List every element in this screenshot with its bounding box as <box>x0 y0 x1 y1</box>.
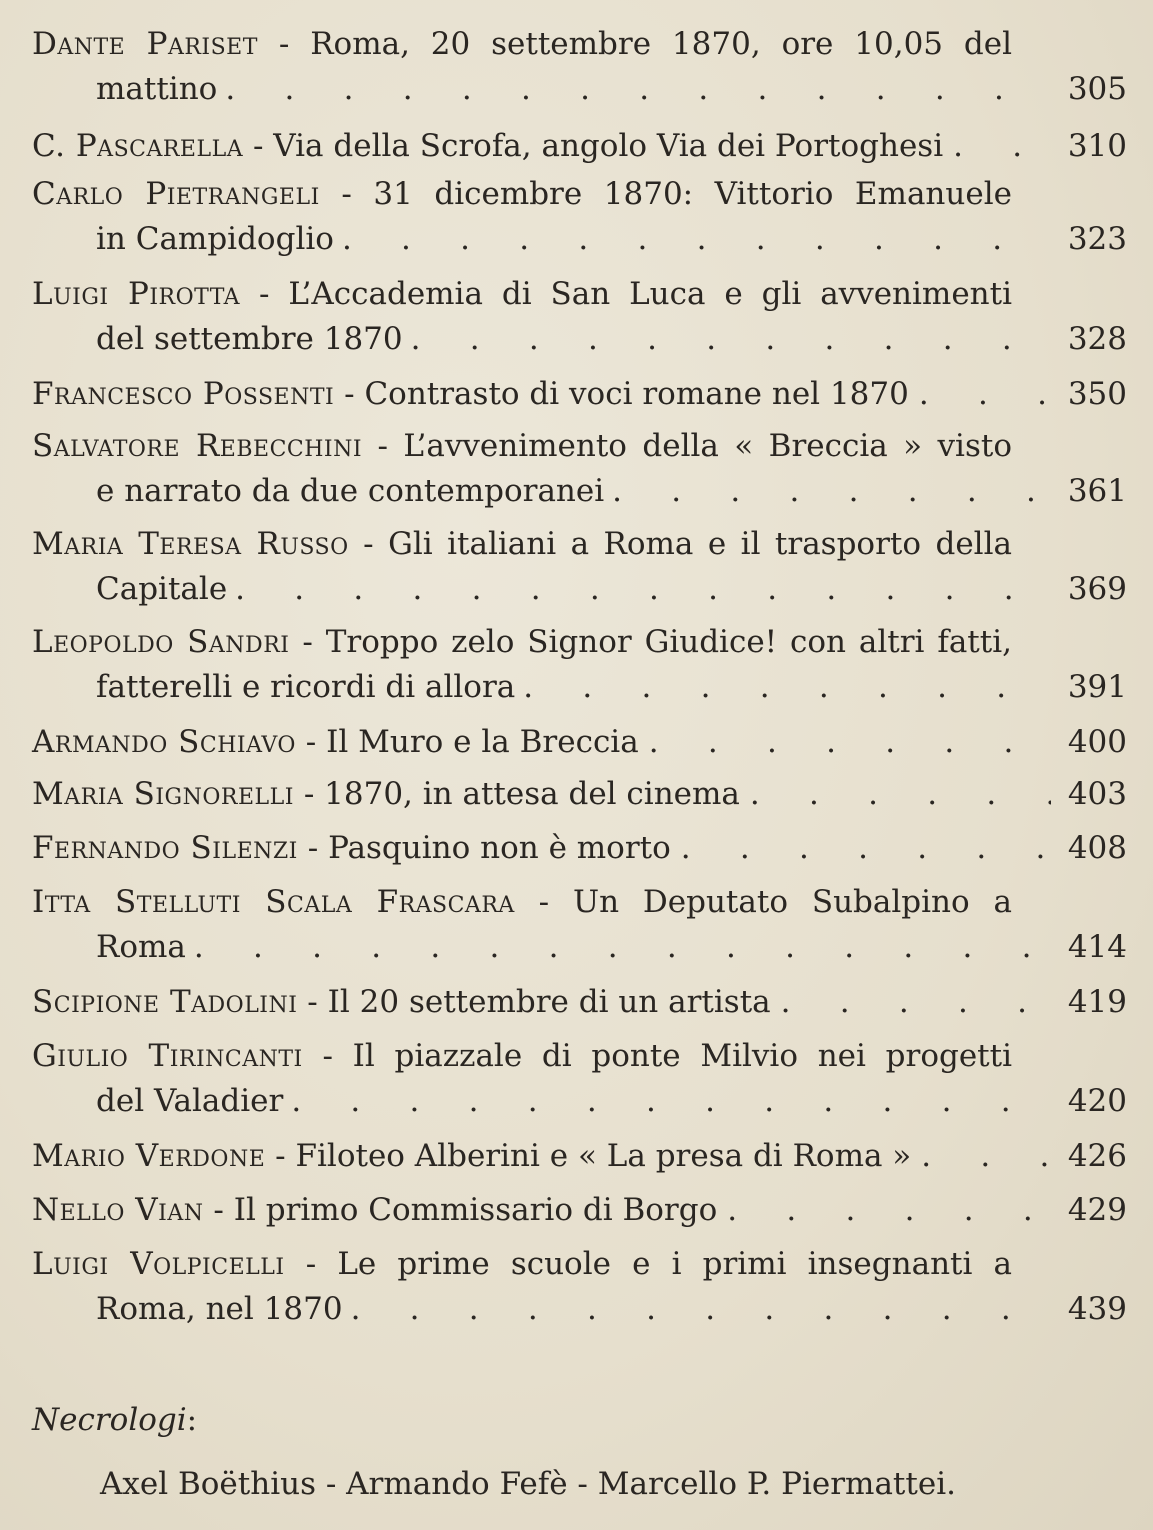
entry-page-number: 310 <box>1067 128 1127 164</box>
entry-continuation <box>32 1079 1127 1124</box>
entry-author: Carlo Pietrangeli <box>32 176 320 212</box>
entry-page-number: 426 <box>1067 1138 1127 1174</box>
entry-title-line <box>32 1134 911 1179</box>
index-entry <box>32 1242 1127 1332</box>
entry-first-line <box>32 1034 1127 1079</box>
entry-single-line <box>32 720 1127 765</box>
entry-single-line <box>32 1188 1127 1233</box>
leader-dots <box>781 980 1051 1025</box>
entry-author: Maria Signorelli <box>32 776 294 812</box>
separator: - <box>363 526 374 562</box>
entry-title: Pasquino non è morto <box>328 830 671 866</box>
entry-title-line <box>32 272 1012 317</box>
entry-title-continued: fatterelli e ricordi di allora <box>96 669 516 705</box>
entry-title-line <box>32 880 1012 925</box>
entry-title: Il primo Commissario di Borgo <box>233 1192 718 1228</box>
entry-page-number: 350 <box>1067 376 1127 412</box>
entry-page-number: 391 <box>1067 669 1127 705</box>
entry-page-number: 429 <box>1067 1192 1127 1228</box>
entry-page-number: 328 <box>1067 321 1127 357</box>
separator: - <box>252 128 264 164</box>
separator: - <box>213 1192 224 1228</box>
entry-first-line <box>32 22 1127 67</box>
index-entry <box>32 826 1127 871</box>
entry-page-number: 403 <box>1067 776 1127 812</box>
index-entry <box>32 1034 1127 1124</box>
leader-dots <box>342 217 1051 262</box>
index-entry <box>32 272 1127 362</box>
entry-title-continued: del Valadier <box>96 1083 284 1119</box>
leader-dots <box>750 772 1051 817</box>
separator: - <box>258 276 270 312</box>
entry-title-line <box>32 124 943 169</box>
entry-continuation <box>32 217 1127 262</box>
index-entry <box>32 22 1127 112</box>
leader-dots <box>411 317 1051 362</box>
index-entry <box>32 424 1127 514</box>
entry-author: Itta Stelluti Scala Frascara <box>32 884 515 920</box>
entry-continuation <box>32 469 1127 514</box>
entry-single-line <box>32 980 1127 1025</box>
entry-title-continued: in Campidoglio <box>96 221 334 257</box>
entry-title: Roma, 20 settembre 1870, ore 10,05 del <box>310 26 1012 62</box>
leader-dots <box>523 665 1051 710</box>
index-entry <box>32 372 1127 417</box>
necrologi-heading <box>32 1398 197 1443</box>
leader-dots <box>681 826 1051 871</box>
entry-single-line <box>32 1134 1127 1179</box>
index-entry <box>32 880 1127 970</box>
entry-title: 31 dicembre 1870: Vittorio Emanuele <box>373 176 1012 212</box>
entry-author: Luigi Pirotta <box>32 276 241 312</box>
entry-title-line <box>32 620 1012 665</box>
necrologi-names: Axel Boëthius - Armando Fefè - Marcello P. Piermattei. <box>100 1466 956 1502</box>
separator: - <box>305 1246 317 1282</box>
entry-page-number: 323 <box>1067 221 1127 257</box>
entry-title: Via della Scrofa, angolo Via dei Portoghesi <box>273 128 944 164</box>
entry-continuation <box>32 317 1127 362</box>
separator: - <box>322 1038 333 1074</box>
entry-title: Gli italiani a Roma e il trasporto della <box>388 526 1012 562</box>
entry-title: Contrasto di voci romane nel 1870 <box>364 376 909 412</box>
separator: - <box>341 176 352 212</box>
entry-author: C. Pascarella <box>32 128 244 164</box>
leader-dots <box>612 469 1051 514</box>
separator: - <box>377 428 388 464</box>
separator: - <box>305 724 317 760</box>
entry-title-line <box>32 720 639 765</box>
separator: - <box>275 1138 286 1174</box>
leader-dots <box>649 720 1051 765</box>
leader-dots <box>235 567 1051 612</box>
entry-title-continued: Roma <box>96 929 186 965</box>
entry-page-number: 414 <box>1067 929 1127 965</box>
entry-first-line <box>32 880 1127 925</box>
entry-page-number: 408 <box>1067 830 1127 866</box>
index-entry <box>32 124 1127 169</box>
entry-title-continued: Roma, nel 1870 <box>96 1291 343 1327</box>
entry-title-continued: Capitale <box>96 571 228 607</box>
entry-title: 1870, in attesa del cinema <box>324 776 740 812</box>
entry-author: Fernando Silenzi <box>32 830 298 866</box>
leader-dots <box>953 124 1051 169</box>
necrologi-label: Necrologi <box>32 1402 187 1438</box>
leader-dots <box>225 67 1051 112</box>
entry-title-line <box>32 522 1012 567</box>
entry-title-line <box>32 172 1012 217</box>
entry-title: Il 20 settembre di un artista <box>327 984 771 1020</box>
entry-author: Nello Vian <box>32 1192 204 1228</box>
entry-first-line <box>32 424 1127 469</box>
entry-title-line <box>32 22 1012 67</box>
entry-continuation <box>32 1287 1127 1332</box>
index-entry <box>32 620 1127 710</box>
separator: - <box>307 830 319 866</box>
index-entry <box>32 1134 1127 1179</box>
leader-dots <box>351 1287 1051 1332</box>
entry-title: Il piazzale di ponte Milvio nei progetti <box>352 1038 1012 1074</box>
entry-page-number: 369 <box>1067 571 1127 607</box>
entry-title-line <box>32 424 1012 469</box>
entry-title-continued: del settembre 1870 <box>96 321 403 357</box>
entry-author: Armando Schiavo <box>32 724 296 760</box>
entry-author: Francesco Possenti <box>32 376 335 412</box>
entry-author: Leopoldo Sandri <box>32 624 290 660</box>
entry-page-number: 400 <box>1067 724 1127 760</box>
entry-first-line <box>32 172 1127 217</box>
entry-single-line <box>32 826 1127 871</box>
entry-author: Luigi Volpicelli <box>32 1246 285 1282</box>
entry-title: Filoteo Alberini e « La presa di Roma » <box>295 1138 912 1174</box>
entry-title: Troppo zelo Signor Giudice! con altri fatti, <box>325 624 1012 660</box>
entry-title-line <box>32 772 740 817</box>
entry-single-line <box>32 772 1127 817</box>
index-entry <box>32 172 1127 262</box>
leader-dots <box>291 1079 1051 1124</box>
entry-title-line <box>32 1034 1012 1079</box>
entry-title-line <box>32 826 671 871</box>
entry-continuation <box>32 665 1127 710</box>
entry-page-number: 305 <box>1067 71 1127 107</box>
entry-page-number: 361 <box>1067 473 1127 509</box>
entry-continuation <box>32 567 1127 612</box>
entry-title: L’avvenimento della « Breccia » visto <box>403 428 1012 464</box>
entry-title: Le prime scuole e i primi insegnanti a <box>337 1246 1012 1282</box>
entry-author: Salvatore Rebecchini <box>32 428 363 464</box>
entry-title: Un Deputato Subalpino a <box>572 884 1012 920</box>
entry-first-line <box>32 620 1127 665</box>
entry-page-number: 439 <box>1067 1291 1127 1327</box>
entry-page-number: 420 <box>1067 1083 1127 1119</box>
entry-first-line <box>32 272 1127 317</box>
separator: - <box>278 26 290 62</box>
separator: - <box>303 776 315 812</box>
separator: - <box>302 624 313 660</box>
separator: - <box>307 984 318 1020</box>
index-entry <box>32 522 1127 612</box>
leader-dots <box>919 372 1051 417</box>
necrologi-colon: : <box>186 1402 198 1438</box>
entry-first-line <box>32 1242 1127 1287</box>
entry-first-line <box>32 522 1127 567</box>
leader-dots <box>727 1188 1051 1233</box>
entry-author: Giulio Tirincanti <box>32 1038 303 1074</box>
entry-title-line <box>32 372 909 417</box>
entry-continuation <box>32 67 1127 112</box>
entry-author: Scipione Tadolini <box>32 984 298 1020</box>
entry-author: Maria Teresa Russo <box>32 526 349 562</box>
entry-title: L’Accademia di San Luca e gli avvenimenti <box>288 276 1012 312</box>
leader-dots <box>194 925 1051 970</box>
separator: - <box>538 884 550 920</box>
leader-dots <box>921 1134 1051 1179</box>
entry-title-line <box>32 980 771 1025</box>
separator: - <box>344 376 355 412</box>
index-entry <box>32 720 1127 765</box>
entry-title-continued: mattino <box>96 71 218 107</box>
entry-title: Il Muro e la Breccia <box>326 724 639 760</box>
index-entry <box>32 1188 1127 1233</box>
entry-title-line <box>32 1242 1012 1287</box>
entry-single-line <box>32 124 1127 169</box>
entry-title-line <box>32 1188 717 1233</box>
entry-page-number: 419 <box>1067 984 1127 1020</box>
index-entry <box>32 772 1127 817</box>
entry-author: Dante Pariset <box>32 26 258 62</box>
entry-title-continued: e narrato da due contemporanei <box>96 473 605 509</box>
entry-single-line <box>32 372 1127 417</box>
entry-author: Mario Verdone <box>32 1138 266 1174</box>
index-entry <box>32 980 1127 1025</box>
entry-continuation <box>32 925 1127 970</box>
